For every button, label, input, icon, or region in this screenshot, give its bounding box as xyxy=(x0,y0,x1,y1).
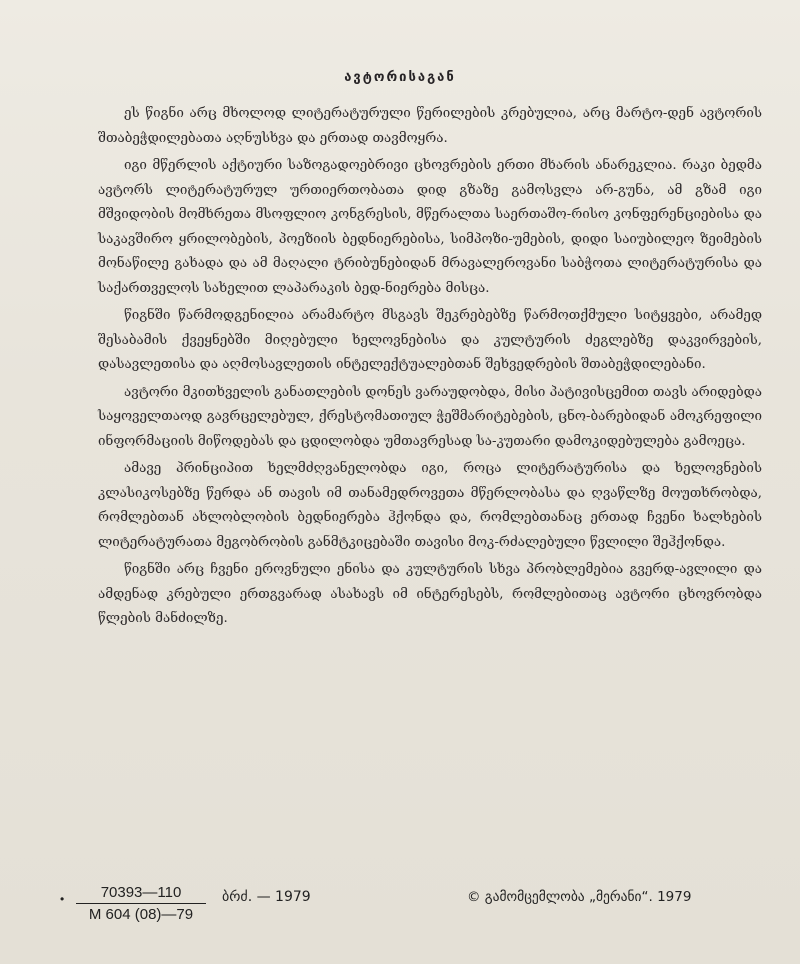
copyright-notice: © გამომცემლობა „მერანი“. 1979 xyxy=(467,889,692,905)
paragraph: იგი მწერლის აქტიური საზოგადოებრივი ცხოვრების ერთი მხარის ანარეკლია. რაკი ბედმა ავტორს ლიტერატურულ ურთიერთობათა დიდ გზაზე გამოსვლა არ-გუნა, ამ გზამ იგი მშვიდობის მომხრეთა მსოფლიო კონგრესის, მწერალთა საერთაშო-რისო კონფერენციებისა და საკავშირო ყრილობების, პოეზიის ბედნიერებისა, სიმპოზი-უმების, დიდი საიუბილეო ზეიმების მონაწილე გახადა და ამ მაღალი ტრიბუნებიდან მრავალეროვანი საბჭოთა ლიტერატურისა და საქართველოს სახელით ლაპარაკის ბედ-ნიერება მისცა. xyxy=(98,158,762,296)
catalog-index-bottom: M 604 (08)—79 xyxy=(88,906,194,923)
catalog-index xyxy=(76,884,206,923)
page-heading: ავტორისაგან xyxy=(344,70,456,85)
bullet-mark: • xyxy=(60,892,65,906)
publication-footer xyxy=(60,884,760,924)
paragraph: ავტორი მკითხველის განათლების დონეს ვარაუდობდა, მისი პატივისცემით თავს არიდებდა საყოველთაოდ გავრცელებულ, ქრესტომათიულ ჭეშმარიტებების, ცნო-ბარებიდან ამოკრეფილი ინფორმაციის მიწოდებას და ცდილობდა უმთავრესად სა-კუთარი დამოკიდებულება გამოეცა. xyxy=(98,384,762,449)
preface-text xyxy=(98,102,762,635)
paragraph: ამავე პრინციპით ხელმძღვანელობდა იგი, როცა ლიტერატურისა და ხელოვნების კლასიკოსებზე წერდა ან თავის იმ თანამედროვეთა მწერლობასა და ღვაწლზე მოუთხრობდა, რომლებთან ახლობლობის ბედნიერება ჰქონდა და, რომლებთანაც ერთად ჩვენი ხალხების ლიტერატურათა მეგობრობის განმტკიცებაში თავისი მოკ-რძალებული წვლილი შეჰქონდა. xyxy=(98,461,762,550)
paragraph: წიგნში წარმოდგენილია არამარტო მსგავს შეკრებებზე წარმოთქმული სიტყვები, არამედ შესაბამის ქვეყნებში მიღებული ხელოვნებისა და კულტურის ძეგლებზე დაკვირვების, დასავლეთისა და აღმოსავლეთის ინტელექტუალებთან შეხვედრების შთაბეჭდილებანი. xyxy=(98,308,762,372)
paragraph: წიგნში არც ჩვენი ეროვნული ენისა და კულტურის სხვა პრობლემებია გვერდ-ავლილი და ამდენად კრებული ერთგვარად ასახავს იმ ინტერესებს, რომლებითაც ავტორი ცხოვრობდა წლების მანძილზე. xyxy=(98,562,762,626)
publication-year-note: ბრძ. — 1979 xyxy=(222,889,311,905)
paragraph: ეს წიგნი არც მხოლოდ ლიტერატურული წერილების კრებულია, არც მარტო-დენ ავტორის შთაბეჭდილებათა აღნუსხვა და ერთად თავმოყრა. xyxy=(98,106,762,146)
catalog-index-top: 70393—110 xyxy=(76,884,206,904)
